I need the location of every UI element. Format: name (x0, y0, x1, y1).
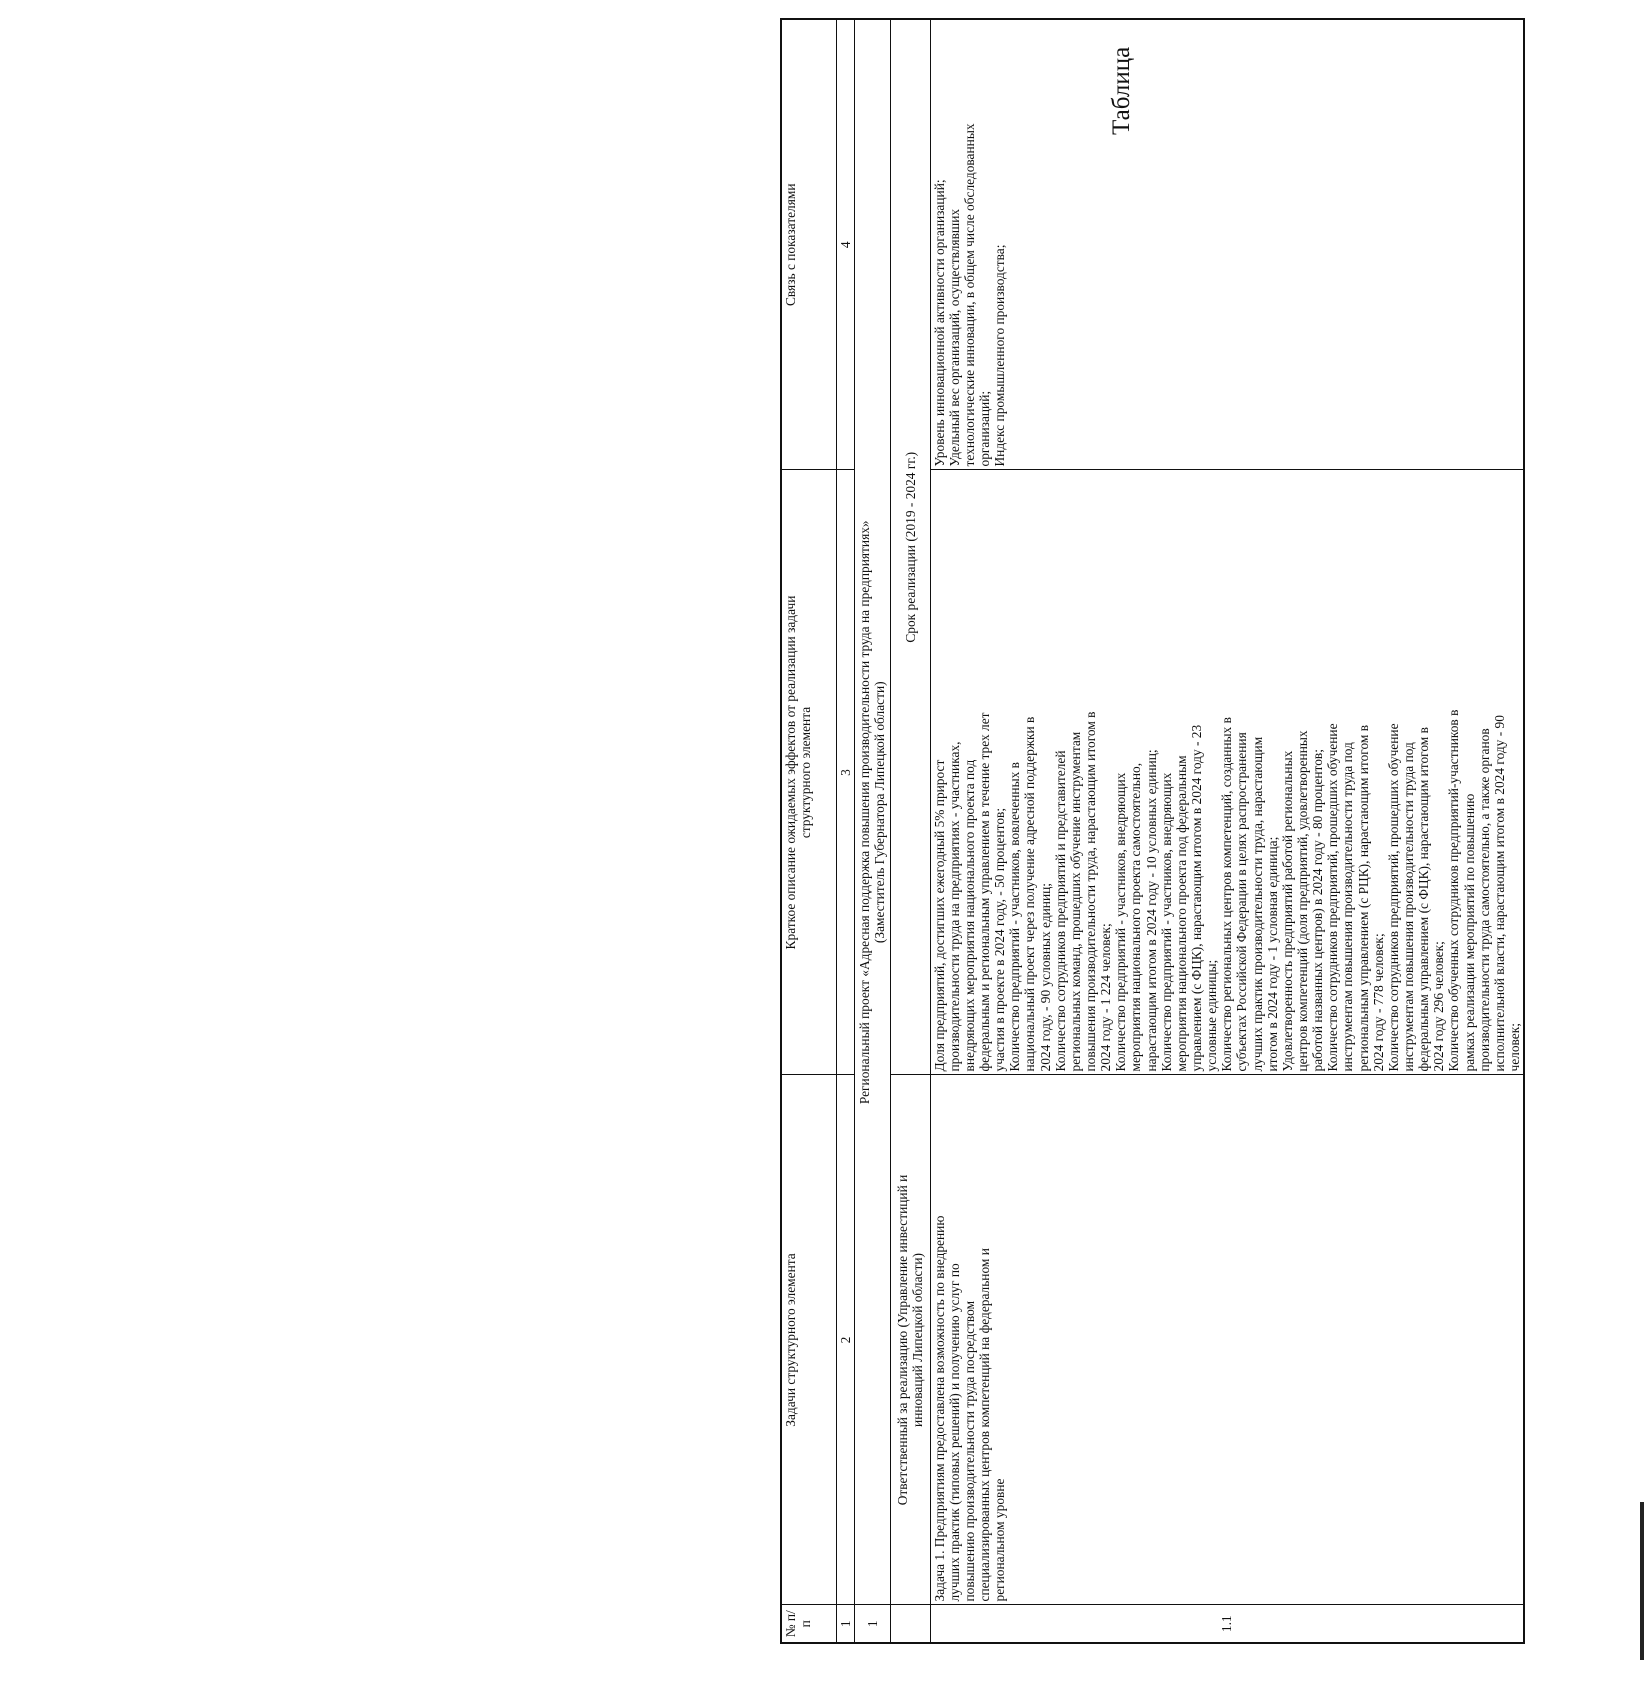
effect-line: нарастающим итогом в 2024 году - 10 условных единиц; (1143, 749, 1159, 1072)
effect-line: Количество сотрудников предприятий и представителей (1052, 750, 1068, 1072)
effect-line: инструментам повышения производительности труда под (1340, 742, 1356, 1072)
effect-line: Количество региональных центров компетенций, созданных в (1219, 717, 1235, 1072)
header-row (781, 19, 836, 1643)
effect-line: исполнительной власти, нарастающим итогом в 2024 году - 90 (1491, 715, 1507, 1072)
project-title (854, 19, 890, 1605)
effect-line: субъектах Российской Федерации в целях распространения (1234, 732, 1250, 1072)
effect-line: национальный проект через получение адресной поддержки в (1022, 716, 1038, 1072)
effect-line: производительности труда самостоятельно, а также органов (1476, 728, 1492, 1072)
link-line: Удельный вес организаций, осуществлявших (946, 208, 962, 467)
empty-cell (890, 1605, 930, 1643)
effect-line: Количество сотрудников предприятий, прошедших обучение (1325, 723, 1341, 1072)
project-name: Региональный проект «Адресная поддержка повышения производительности труда на предприятиях» (857, 520, 872, 1105)
effect-line: 2024 году, - 90 условных единиц; (1037, 882, 1053, 1072)
header-effects (781, 470, 836, 1075)
link-line: Индекс промышленного производства; (992, 244, 1008, 467)
effect-line: Удовлетворенность предприятий работой региональных (1279, 750, 1295, 1072)
effect-line: региональных команд, прошедших обучение инструментам (1067, 731, 1083, 1072)
effect-line: производительности труда на предприятиях - участниках, (946, 741, 962, 1072)
header-num: № п/п (781, 1605, 836, 1643)
responsible-line: инноваций Липецкой области) (910, 1253, 926, 1427)
effect-line: федеральным управлением (с ФЦК), нарастающим итогом в (1416, 727, 1432, 1072)
responsible-line: Ответственный за реализацию (Управление инвестиций и (895, 1174, 910, 1506)
effect-line: внедряющих мероприятия национального проекта под (961, 759, 977, 1072)
effect-line: условные единицы; (1204, 959, 1220, 1072)
effects-description (930, 470, 1524, 1075)
effect-line: управлением (с ФЦК), нарастающим итогом в 2024 году - 23 (1189, 724, 1205, 1072)
data-table (780, 18, 1525, 1644)
effect-line: 2024 году - 778 человек; (1370, 933, 1386, 1072)
column-number: 1 (836, 1605, 854, 1643)
header-effects-line: Краткое описание ожидаемых эффектов от реализации задачи (783, 595, 798, 950)
effect-line: 2024 году - 1 224 человек; (1098, 923, 1114, 1072)
task-description (930, 1075, 1524, 1605)
effect-line: участия в проекте в 2024 году, - 50 процентов; (992, 807, 1008, 1072)
project-curator: (Заместитель Губернатора Липецкой области) (872, 681, 888, 944)
effect-line: рамках реализации мероприятий по повышению (1461, 793, 1477, 1072)
responsible-row (890, 19, 930, 1643)
effect-line: итогом в 2024 году - 1 условная единица; (1264, 836, 1280, 1072)
header-links: Связь с показателями (781, 19, 836, 470)
link-line: организаций; (977, 390, 993, 467)
effect-line: Количество предприятий - участников, внедряющих (1158, 772, 1174, 1072)
effect-line: повышения производительности труда, нарастающим итогом в (1083, 711, 1099, 1072)
period-cell: Срок реализации (2019 - 2024 гг.) (890, 19, 930, 1075)
effect-line: центров компетенций (доля предприятий, удовлетворенных (1295, 730, 1311, 1072)
effect-line: 2024 году 296 человек; (1431, 941, 1447, 1072)
task-line: специализированных центров компетенций на федеральном и (977, 1248, 993, 1602)
header-effects-line: структурного элемента (798, 706, 814, 839)
effect-line: лучших практик производительности труда, нарастающим (1249, 736, 1265, 1072)
effect-line: мероприятия национального проекта под федеральным (1173, 755, 1189, 1072)
effect-line: человек; (1506, 1023, 1522, 1072)
effect-line: Количество предприятий - участников, внедряющих (1113, 772, 1129, 1072)
task-row (930, 19, 1524, 1643)
responsible-cell (890, 1075, 930, 1605)
effect-line: Количество обученных сотрудников предприятий-участников в (1446, 709, 1462, 1072)
project-number: 1 (854, 1605, 890, 1643)
indicator-links (930, 19, 1524, 470)
link-line: технологические инновации, в общем числе обследованных (961, 123, 977, 467)
column-number: 4 (836, 19, 854, 470)
column-numbers-row (836, 19, 854, 1643)
task-line: лучших практик (типовых решений) и получению услуг по (946, 1263, 962, 1602)
table-caption: Таблица (1108, 46, 1135, 135)
task-line: Задача 1. Предприятиям предоставлена возможность по внедрению (931, 1215, 947, 1602)
header-tasks: Задачи структурного элемента (781, 1075, 836, 1605)
effect-line: Доля предприятий, достигших ежегодный 5% прирост (931, 759, 947, 1072)
effect-line: региональным управлением (с РЦК), нарастающим итогом в (1355, 724, 1371, 1072)
page-edge-bar (1640, 1502, 1644, 1660)
project-row (854, 19, 890, 1643)
column-number: 2 (836, 1075, 854, 1605)
effect-line: мероприятия национального проекта самостоятельно, (1128, 762, 1144, 1072)
task-number: 1.1 (930, 1605, 1524, 1643)
column-number: 3 (836, 470, 854, 1075)
task-line: повышению производительности труда посредством (961, 1300, 977, 1602)
effect-line: работой названных центров) в 2024 году - 80 процентов; (1310, 749, 1326, 1072)
effect-line: Количество сотрудников предприятий, прошедших обучение (1385, 723, 1401, 1072)
effect-line: федеральным и региональным управлением в течение трех лет (977, 712, 993, 1072)
effect-line: инструментам повышения производительности труда под (1401, 742, 1416, 1072)
link-line: Уровень инновационной активности организаций; (931, 179, 947, 467)
task-line: региональном уровне (992, 1478, 1008, 1602)
effect-line: Количество предприятий - участников, вовлеченных в (1007, 762, 1023, 1072)
